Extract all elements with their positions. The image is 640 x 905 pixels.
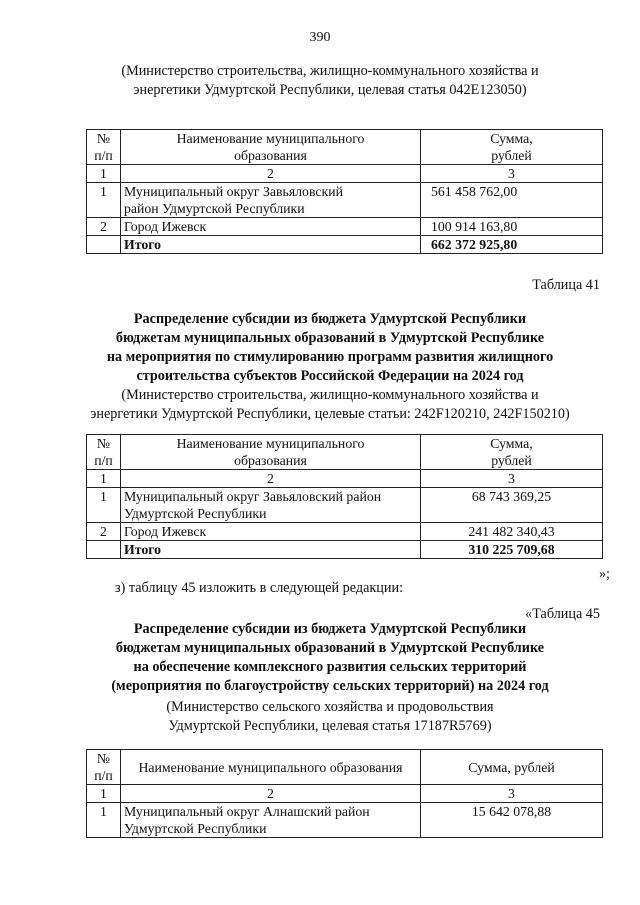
table-1 [86,129,603,254]
table-header: № п/п Наименование муниципального образования Сумма, рублей [87,435,603,470]
table-41 [86,434,603,559]
total-row: Итого 310 225 709,68 [87,541,603,559]
table-header [87,130,603,165]
table-title-41: Распределение субсидии из бюджета Удмуртской Республики бюджетам муниципальных образований в Удмуртской Республике на мероприятия по стимулированию программ развития жилищного строительства субъектов Российской Федерации на 2024 год [106,311,554,384]
table-label-45: «Таблица 45 [525,606,600,622]
table-row: 2 Город Ижевск 241 482 340,43 [87,523,603,541]
table-row: 2 Город Ижевск 100 914 163,80 [87,218,603,236]
header-sum: Сумма, рублей [421,130,603,165]
table-header: № п/п Наименование муниципального образования Сумма, рублей [87,750,603,785]
table-label-41: Таблица 41 [532,277,600,293]
column-numbers-row: 1 2 3 [87,165,603,183]
instruction-text: з) таблицу 45 изложить в следующей редакции: [115,580,404,596]
table-title-45: Распределение субсидии из бюджета Удмуртской Республики бюджетам муниципальных образований в Удмуртской Республике на обеспечение комплексного развития сельских территорий (мероприятия по благоустройству сельских территорий) на 2024 год [111,621,549,694]
column-numbers-row: 1 2 3 [87,470,603,488]
ministry-note-1: (Министерство строительства, жилищно-коммунального хозяйства и энергетики Удмуртской Республики, целевая статья 042Е123050) [121,63,539,98]
header-num: № п/п [87,130,121,165]
column-numbers-row: 1 2 3 [87,785,603,803]
ministry-note-3: (Министерство сельского хозяйства и продовольствия Удмуртской Республики, целевая статья 17187R5769) [166,699,494,734]
table-row: 1 Муниципальный округ Завьяловский район Удмуртской Республики 561 458 762,00 [87,183,603,218]
ministry-note-2: (Министерство строительства, жилищно-коммунального хозяйства и энергетики Удмуртской Республики, целевые статьи: 242F120210, 242F150210) [90,387,570,422]
closing-quote: »; [598,566,610,582]
header-name: Наименование муниципального образования [121,130,421,165]
page-number: 390 [309,30,331,45]
table-row: 1 Муниципальный округ Завьяловский район Удмуртской Республики 68 743 369,25 [87,488,603,523]
table-45 [86,749,603,838]
table-row: 1 Муниципальный округ Алнашский район Удмуртской Республики 15 642 078,88 [87,803,603,838]
total-row: Итого 662 372 925,80 [87,236,603,254]
